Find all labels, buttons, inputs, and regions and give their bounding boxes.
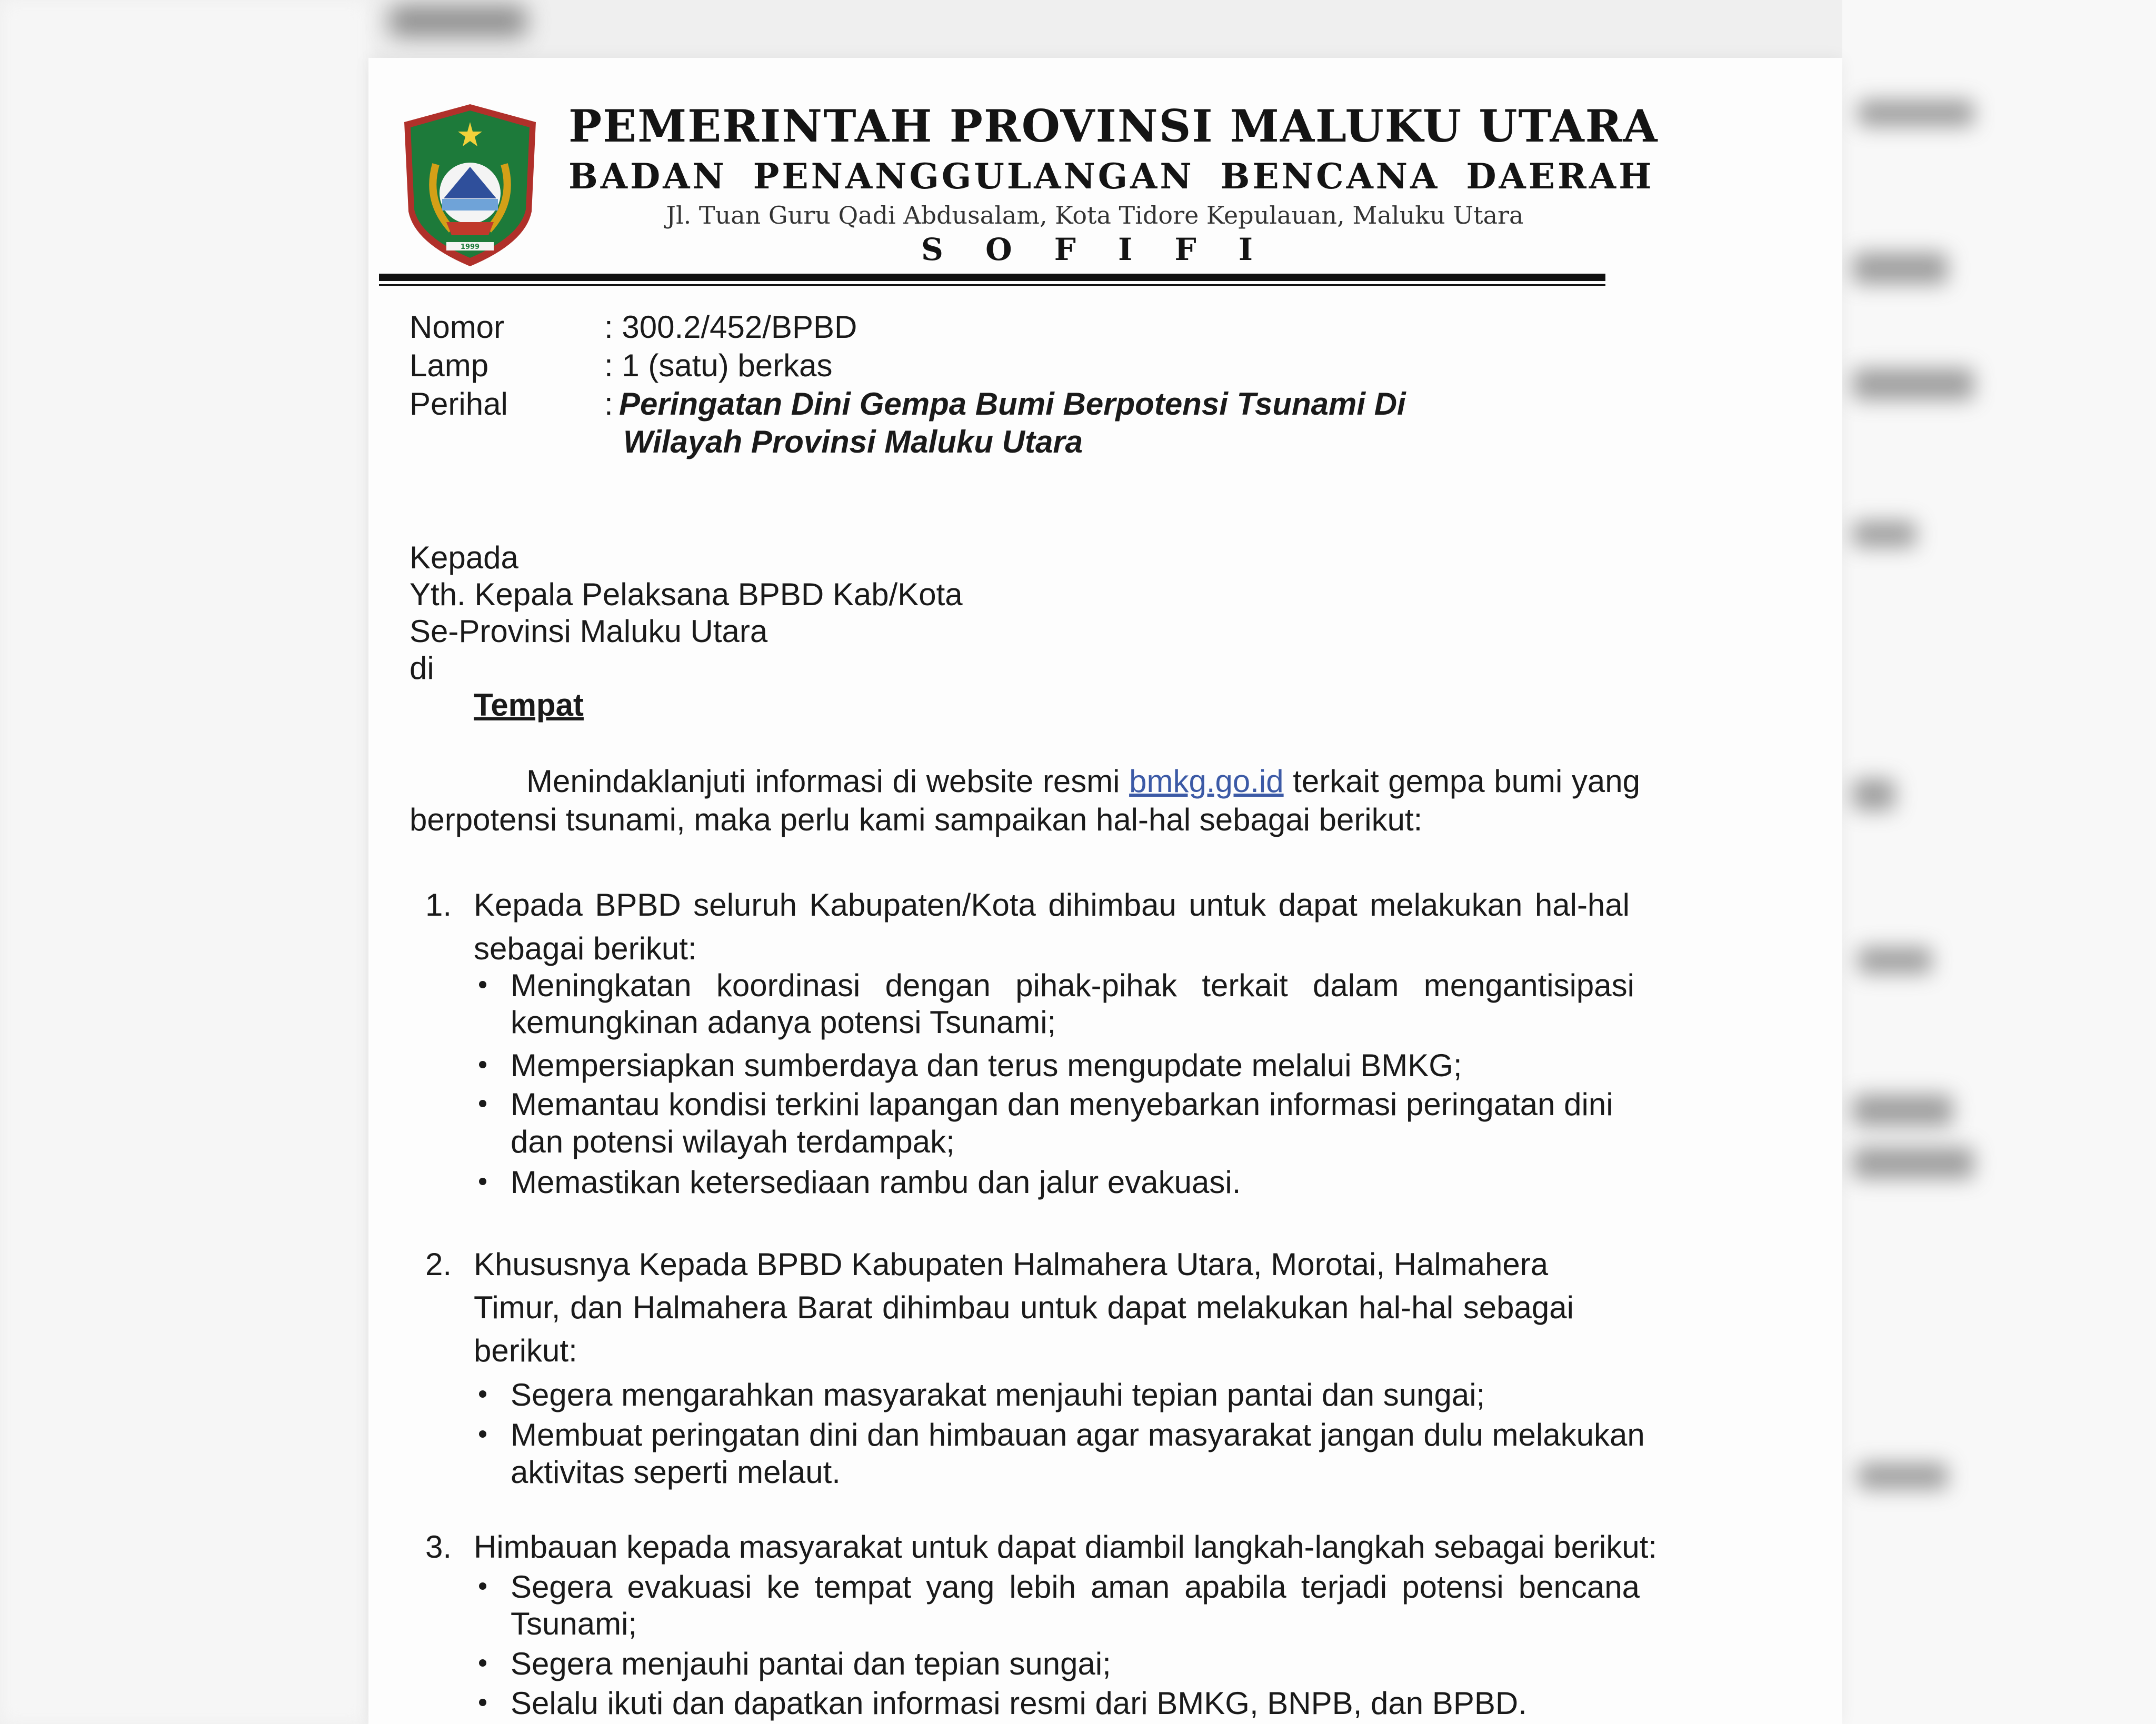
recipient-place: Tempat [474,687,584,723]
province-emblem-icon [394,101,546,269]
point-3-line-1: Himbauan kepada masyarakat untuk dapat diambil langkah-langkah sebagai berikut: [474,1529,1658,1565]
point-2-bullet-2-line-2: aktivitas seperti melaut. [511,1455,841,1490]
point-2-bullet-1: Segera mengarahkan masyarakat menjauhi tepian pantai dan sungai; [511,1377,1485,1412]
point-2-line-2: Timur, dan Halmahera Barat dihimbau untuk dapat melakukan hal-hal sebagai [474,1290,1574,1325]
point-1-bullet-3-line-2: dan potensi wilayah terdampak; [511,1124,955,1159]
point-2-number: 2. [425,1247,452,1282]
intro-line-1 [526,766,1640,797]
point-3-bullet-2: Segera menjauhi pantai dan tepian sungai; [511,1646,1111,1681]
point-3-number: 3. [425,1529,452,1565]
perihal-line-2: Wilayah Provinsi Maluku Utara [623,424,1083,459]
perihal-colon: : [604,386,613,422]
emblem-year: 1999 [460,243,480,251]
blurred-left-margin [0,0,368,1724]
bullet-dot [479,1100,486,1107]
point-1-bullet-2: Mempersiapkan sumberdaya dan terus mengupdate melalui BMKG; [511,1048,1462,1083]
blurred-text [1853,779,1895,810]
intro-text-before: Menindaklanjuti informasi di website resmi [526,764,1120,799]
recipient-line-1: Kepada [410,540,518,575]
letterhead-rule-thin [379,284,1605,286]
point-3-bullet-1-line-2: Tsunami; [511,1606,637,1641]
bmkg-link[interactable]: bmkg.go.id [1129,764,1284,799]
point-3-bullet-1-line-1: Segera evakuasi ke tempat yang lebih aman apabila terjadi potensi bencana [511,1569,1640,1605]
letterhead-government: PEMERINTAH PROVINSI MALUKU UTARA [568,100,1659,152]
point-2-bullet-2-line-1: Membuat peringatan dini dan himbauan agar masyarakat jangan dulu melakukan [511,1417,1645,1452]
bullet-dot [479,981,486,988]
letterhead-rule [379,274,1605,281]
blurred-top-mark [390,5,526,37]
letterhead-city: S O F I F I [921,232,1269,267]
point-1-line-1: Kepada BPBD seluruh Kabupaten/Kota dihimbau untuk dapat melakukan hal-hal [474,887,1630,923]
perihal-line-1: Peringatan Dini Gempa Bumi Berpotensi Tsunami Di [619,386,1406,422]
blurred-text [1858,1463,1948,1489]
blurred-text [1853,521,1916,547]
point-1-line-2: sebagai berikut: [474,931,697,966]
blurred-right-page [1842,0,2156,1724]
point-2-line-3: berikut: [474,1333,577,1368]
bullet-dot [479,1061,486,1068]
blurred-text [1858,947,1932,974]
letter-page [368,58,1842,1724]
intro-line-2: berpotensi tsunami, maka perlu kami sampaikan hal-hal sebagai berikut: [410,802,1423,837]
point-1-bullet-4: Memastikan ketersediaan rambu dan jalur evakuasi. [511,1165,1241,1200]
nomor-value: : 300.2/452/BPBD [604,309,857,345]
point-2-line-1: Khususnya Kepada BPBD Kabupaten Halmahera Utara, Morotai, Halmahera [474,1247,1549,1282]
lamp-label: Lamp [410,348,489,383]
recipient-line-3: Se-Provinsi Maluku Utara [410,614,768,649]
recipient-line-4: di [410,650,434,686]
intro-text-after: terkait gempa bumi yang [1293,764,1641,799]
point-1-number: 1. [425,887,452,923]
point-1-bullet-1-line-2: kemungkinan adanya potensi Tsunami; [511,1005,1056,1040]
bullet-dot [479,1659,486,1667]
blurred-text [1853,368,1974,400]
blurred-text [1858,100,1974,126]
bullet-dot [479,1390,486,1398]
blurred-text [1853,1147,1974,1179]
letterhead-agency: BADAN PENANGGULANGAN BENCANA DAERAH [568,156,1654,197]
letterhead-address: Jl. Tuan Guru Qadi Abdusalam, Kota Tidore Kepulauan, Maluku Utara [666,201,1524,229]
blurred-text [1853,1095,1953,1126]
bullet-dot [479,1582,486,1590]
nomor-label: Nomor [410,309,505,345]
point-3-bullet-3: Selalu ikuti dan dapatkan informasi resmi dari BMKG, BNPB, dan BPBD. [511,1686,1527,1721]
point-1-bullet-3-line-1: Memantau kondisi terkini lapangan dan menyebarkan informasi peringatan dini [511,1087,1613,1122]
blurred-text [1853,253,1948,284]
bullet-dot [479,1178,486,1185]
recipient-line-2: Yth. Kepala Pelaksana BPBD Kab/Kota [410,577,963,612]
bullet-dot [479,1430,486,1438]
perihal-label: Perihal [410,386,508,422]
bullet-dot [479,1699,486,1706]
point-1-bullet-1-line-1: Meningkatan koordinasi dengan pihak-pihak terkait dalam mengantisipasi [511,968,1634,1003]
lamp-value: : 1 (satu) berkas [604,348,833,383]
